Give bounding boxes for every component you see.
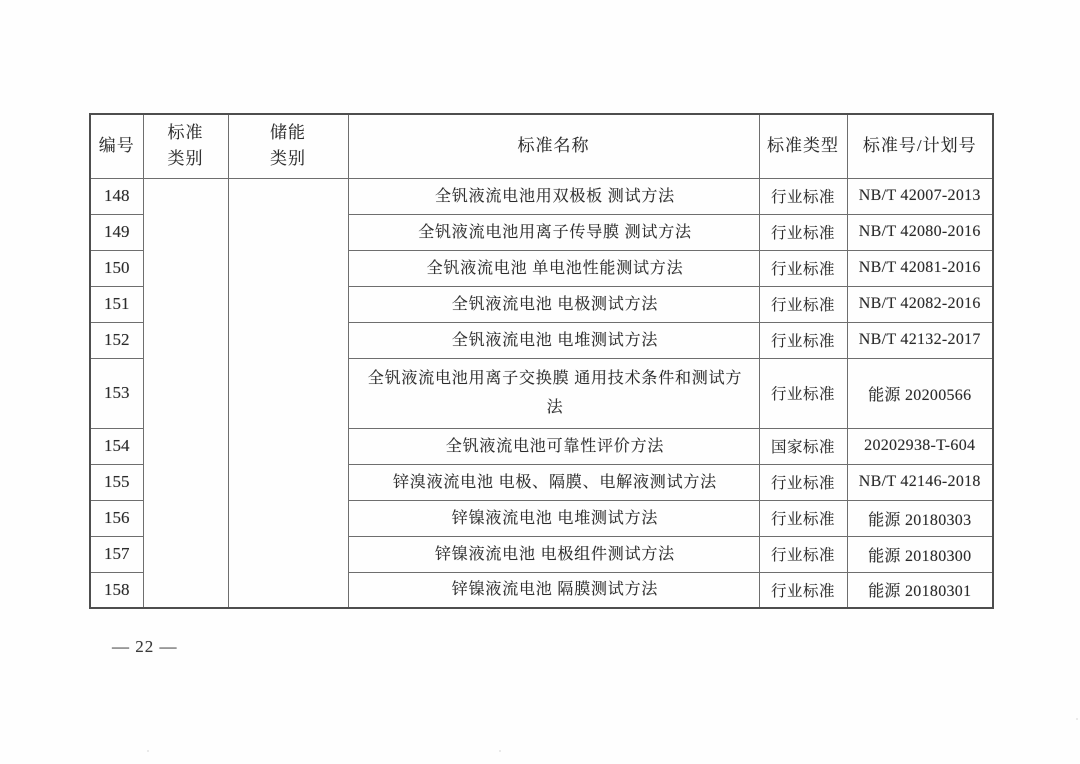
cell-standard-type: 行业标准 [759,286,847,322]
storage-category-cell-empty [228,178,348,608]
cell-id: 151 [90,286,143,322]
cell-id: 155 [90,464,143,500]
cell-standard-type: 行业标准 [759,178,847,214]
header-storage-category-line1: 储能 [270,123,306,143]
cell-id: 148 [90,178,143,214]
cell-standard-number: 能源 20180300 [847,536,993,572]
cell-standard-type: 国家标准 [759,428,847,464]
table-body [90,178,993,608]
cell-standard-name: 全钒液流电池 电极测试方法 [348,286,759,322]
table-row [90,178,993,214]
cell-id: 154 [90,428,143,464]
standards-table [89,113,994,609]
cell-id: 158 [90,572,143,608]
cell-standard-name: 全钒液流电池用离子传导膜 测试方法 [348,214,759,250]
cell-standard-name: 全钒液流电池用双极板 测试方法 [348,178,759,214]
cell-standard-type: 行业标准 [759,572,847,608]
header-cell-id: 编号 [90,114,143,178]
cell-id: 157 [90,536,143,572]
standard-category-cell-empty [143,178,228,608]
cell-standard-name: 全钒液流电池用离子交换膜 通用技术条件和测试方法 [348,358,759,428]
cell-standard-number: NB/T 42080-2016 [847,214,993,250]
cell-standard-name: 锌溴液流电池 电极、隔膜、电解液测试方法 [348,464,759,500]
cell-standard-name: 锌镍液流电池 电极组件测试方法 [348,536,759,572]
cell-id: 149 [90,214,143,250]
cell-standard-number: NB/T 42146-2018 [847,464,993,500]
header-standard-category-line1: 标准 [167,123,204,143]
header-cell-name: 标准名称 [348,114,759,178]
header-standard-category-line2: 类别 [167,149,204,169]
table-header-row [90,114,993,178]
cell-standard-type: 行业标准 [759,358,847,428]
header-cell-storage-category [228,114,348,178]
cell-standard-number: 能源 20180301 [847,572,993,608]
cell-standard-name: 锌镍液流电池 电堆测试方法 [348,500,759,536]
cell-standard-type: 行业标准 [759,500,847,536]
cell-standard-name: 全钒液流电池 单电池性能测试方法 [348,250,759,286]
cell-standard-number: 能源 20180303 [847,500,993,536]
cell-standard-name: 锌镍液流电池 隔膜测试方法 [348,572,759,608]
header-storage-category-line2: 类别 [270,149,306,169]
cell-standard-number: NB/T 42007-2013 [847,178,993,214]
cell-standard-number: 20202938-T-604 [847,428,993,464]
cell-id: 156 [90,500,143,536]
scan-speckle [147,750,149,752]
cell-standard-type: 行业标准 [759,464,847,500]
cell-standard-number: 能源 20200566 [847,358,993,428]
cell-standard-type: 行业标准 [759,214,847,250]
cell-standard-number: NB/T 42132-2017 [847,322,993,358]
scan-speckle [499,750,501,752]
header-cell-standard-category [143,114,228,178]
cell-standard-name: 全钒液流电池 电堆测试方法 [348,322,759,358]
cell-standard-type: 行业标准 [759,322,847,358]
header-cell-type: 标准类型 [759,114,847,178]
page-number: — 22 — [112,637,178,656]
cell-standard-type: 行业标准 [759,250,847,286]
cell-id: 153 [90,358,143,428]
cell-id: 150 [90,250,143,286]
cell-standard-number: NB/T 42082-2016 [847,286,993,322]
header-cell-number: 标准号/计划号 [847,114,993,178]
cell-standard-number: NB/T 42081-2016 [847,250,993,286]
cell-id: 152 [90,322,143,358]
cell-standard-name: 全钒液流电池可靠性评价方法 [348,428,759,464]
scan-speckle [1076,718,1078,720]
cell-standard-type: 行业标准 [759,536,847,572]
